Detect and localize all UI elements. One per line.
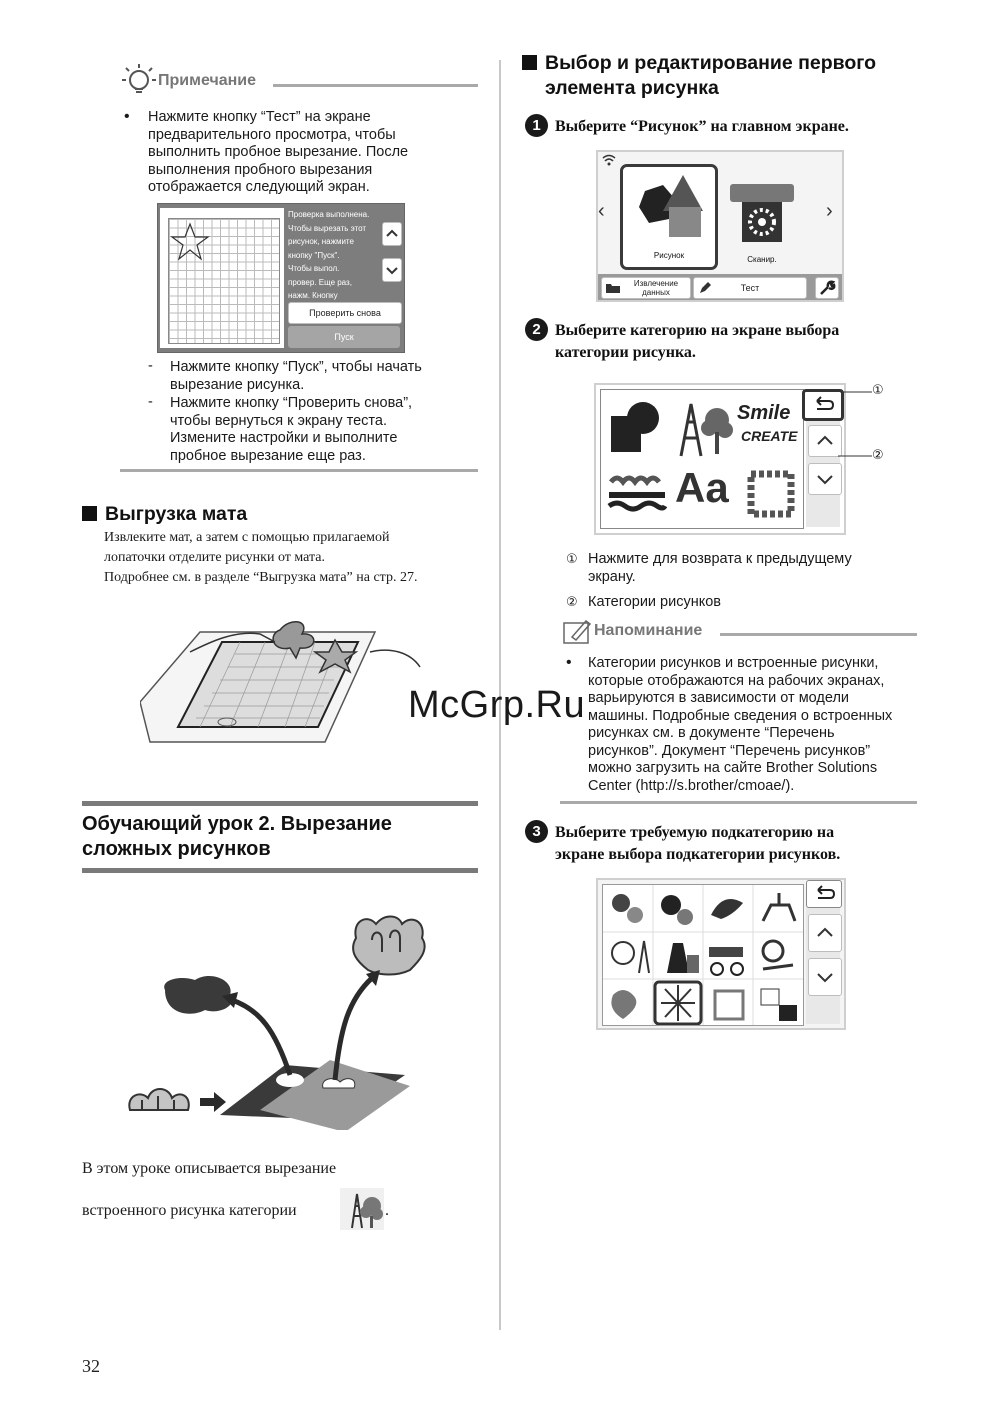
subcategory-icons[interactable] [603,885,803,1025]
chevron-up-icon [383,223,401,245]
lightbulb-icon [118,60,156,96]
chevron-down-icon [383,259,401,281]
heading-square-icon [82,506,97,521]
shapes-icon [633,171,707,245]
category-fonts-text[interactable]: Aa [675,464,729,511]
note-rule [273,84,478,87]
step-1-badge: 1 [525,114,548,137]
mat-preview [160,208,284,348]
home-toolbar [598,274,842,300]
category-shapes-icon[interactable] [607,400,663,456]
category-smile-text[interactable]: Smile [737,402,791,424]
dash-1: - [148,358,153,374]
category-create-text[interactable]: CREATE [741,428,798,444]
step-2-text: Выберите категорию на экране выбора категории рисунка. [555,322,840,361]
lesson-rule-top [82,801,478,806]
step-2-badge: 2 [525,318,548,341]
category-grid [600,389,804,529]
callout-1: ① [872,382,884,397]
lesson-text-2: встроенного рисунка категории [82,1202,297,1219]
step-3-text: Выберите требуемую подкатегорию на экране выбора подкатегории рисунков. [555,824,841,863]
star-outline-icon [170,222,210,262]
subcategory-grid [602,884,804,1026]
note-bullet: • [124,108,130,125]
note-text: Нажмите кнопку “Тест” на экране предварительного просмотра, чтобы выполнить пробное вырезание. После выполнения пробного вырезания отображается следующий экран. [148,109,409,195]
legend-1-text: Нажмите для возврата к предыдущему экрану. [588,551,852,585]
subcategory-scroll-up-button[interactable] [808,914,842,952]
pen-icon [698,281,712,295]
start-button[interactable]: Пуск [288,326,400,348]
unload-text: Извлеките мат, а затем с помощью прилагаемой лопаточки отделите рисунки от мата. Подробнее см. в разделе “Выгрузка мата” на стр. 27. [104,530,418,585]
mat-unload-illustration [140,612,440,752]
subcategory-screen [596,878,846,1030]
chevron-up-icon [809,915,841,951]
unload-heading: Выгрузка мата [82,503,247,526]
category-eiffel-tree-icon[interactable] [673,398,733,458]
note-title: Примечание [158,72,257,89]
lesson-title: Обучающий урок 2. Вырезание сложных рисунков [82,813,392,860]
memo-title: Напоминание [594,622,703,639]
folder-icon [605,282,621,294]
watermark: McGrp.Ru [408,684,586,726]
legend-1-num: ① [566,551,578,566]
retry-button[interactable]: Проверить снова [288,302,402,324]
subcategory-back-button[interactable] [806,880,842,908]
test-result-message: Проверка выполнена. Чтобы вырезать этот рисунок, нажмите кнопку "Пуск". Чтобы выпол. провер. Еще раз, нажм. Кнопку [288,210,370,300]
lesson-rule-bottom [82,868,478,873]
memo-text: Категории рисунков и встроенные рисунки, которые отображаются на рабочих экранах, варьируются в зависимости от модели машины. Подробные сведения о встроенных рисунках см. в документе “Перечень рисунков”. Документ “Перечень рисунков” можно загрузить на сайте Brother Solutions Center (http://s.brother/cmoae/). [588,655,893,794]
page-number: 32 [82,1356,100,1376]
memo-end-rule [560,801,917,804]
note-end-rule [120,469,478,472]
chevron-down-icon [809,959,841,995]
dash-2-text: Нажмите кнопку “Проверить снова”, чтобы вернуться к экрану теста. Измените настройки и выполните пробное вырезание еще раз. [170,395,413,464]
scroll-up-button[interactable] [382,222,402,246]
memo-bullet: • [566,654,572,671]
scanner-icon [726,182,798,244]
wrench-icon [816,278,838,298]
dash-2: - [148,394,153,410]
settings-button[interactable] [815,277,839,299]
test-result-screen [157,203,405,353]
subcategory-scroll-down-button[interactable] [808,958,842,996]
home-screen [596,150,844,302]
lesson-text-2-end: . [385,1202,389,1219]
complex-pattern-illustration [120,910,440,1130]
category-frames-icon[interactable] [745,468,797,520]
category-screen [594,383,846,535]
category-scroll-down-button[interactable] [808,463,842,495]
arrow-right-button[interactable]: › [826,200,833,222]
heading-square-icon [522,55,537,70]
wifi-icon [602,154,616,166]
legend-2-text: Категории рисунков [588,594,722,610]
scroll-down-button[interactable] [382,258,402,282]
arrow-left-button[interactable]: ‹ [598,200,605,222]
callout-2: ② [872,447,884,462]
chevron-up-icon [809,426,841,456]
step-3-badge: 3 [525,820,548,843]
legend-2-num: ② [566,594,578,609]
eiffel-tree-category-icon [340,1188,384,1230]
dash-1-text: Нажмите кнопку “Пуск”, чтобы начать вырезание рисунка. [170,359,422,393]
extract-data-button[interactable]: Извлечение данных [601,277,691,299]
scan-button[interactable]: Сканир. [726,182,798,264]
test-button[interactable]: Тест [693,277,807,299]
lesson-text-1: В этом уроке описывается вырезание [82,1160,337,1177]
step-1-text: Выберите “Рисунок” на главном экране. [555,118,849,135]
back-arrow-icon [805,392,841,418]
back-arrow-icon [807,881,841,907]
memo-rule [720,633,917,636]
right-section-heading: Выбор и редактирование первого элемента рисунка [522,51,876,101]
category-borders-icon[interactable] [607,470,667,518]
chevron-down-icon [809,464,841,494]
pattern-button[interactable]: Рисунок [620,164,718,270]
category-scroll-up-button[interactable] [808,425,842,457]
memo-icon [562,619,592,645]
